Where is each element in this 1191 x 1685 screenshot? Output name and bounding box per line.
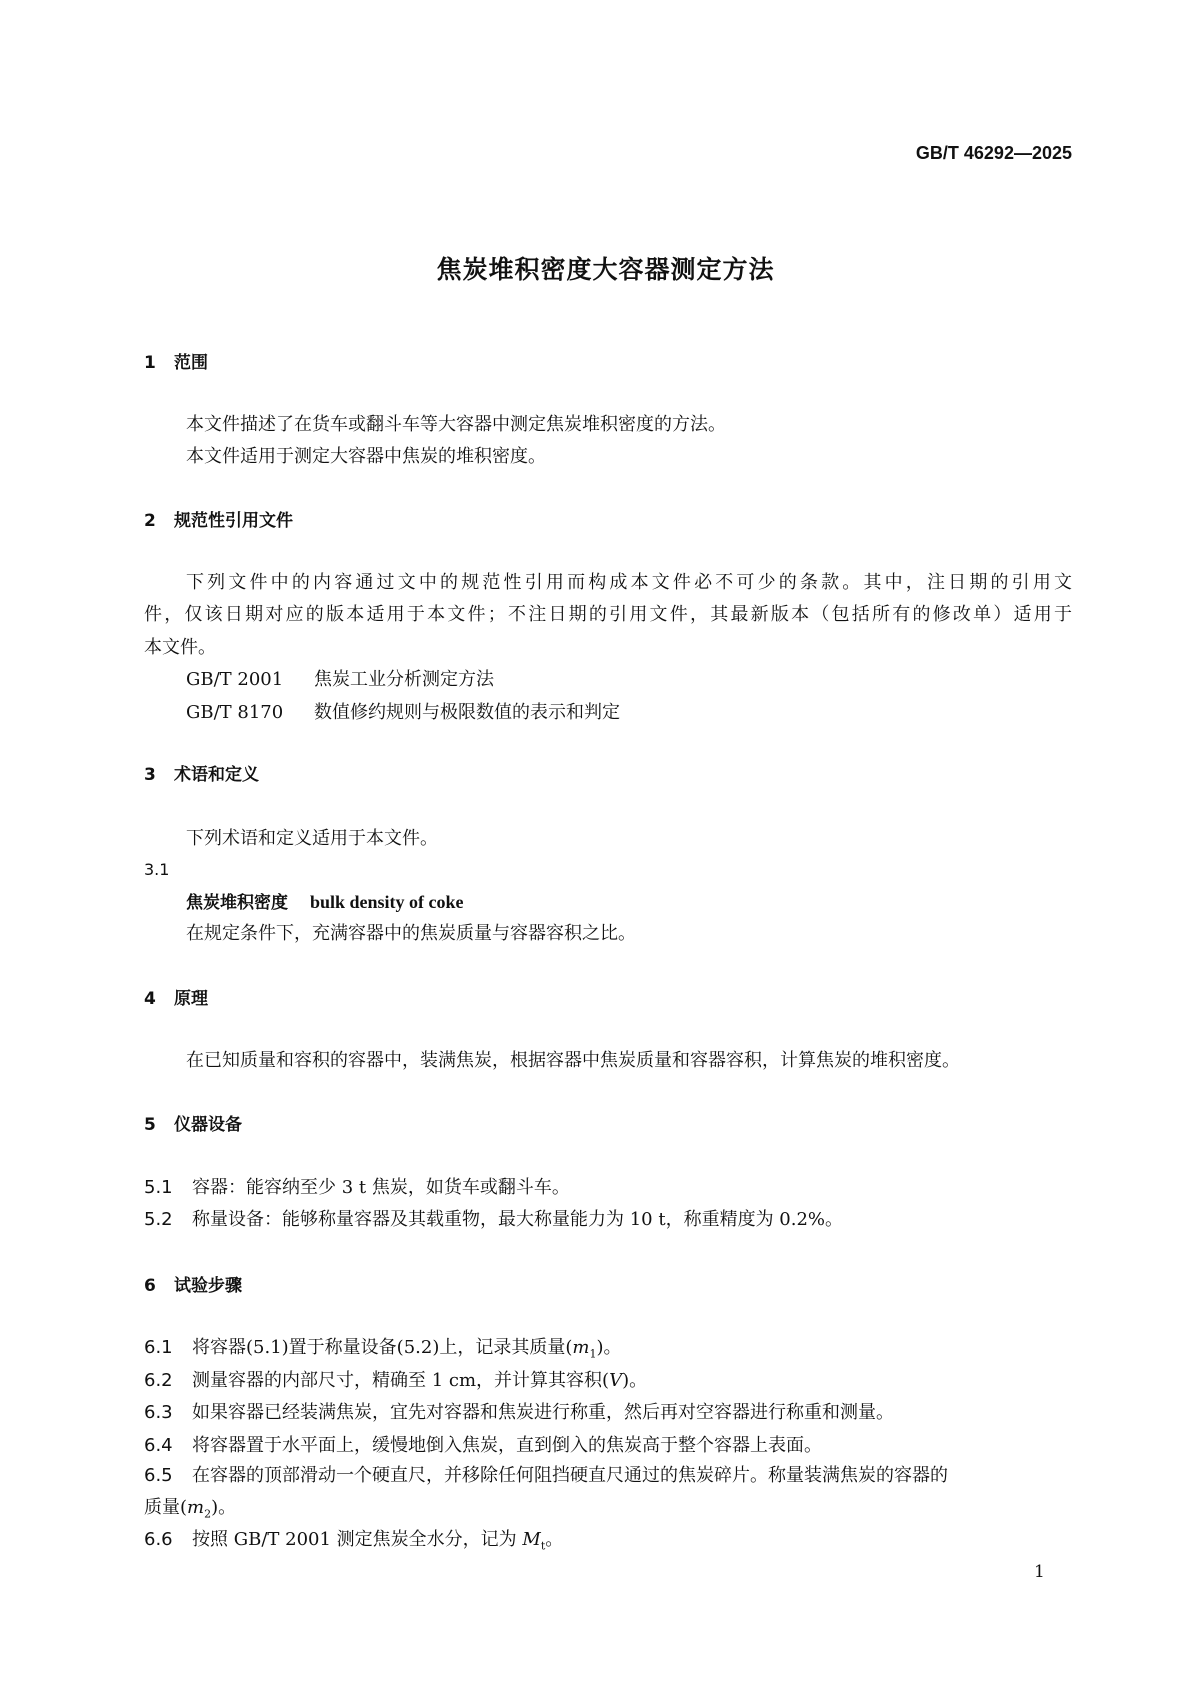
paragraph-line: 本文件。 bbox=[144, 637, 216, 658]
paragraph: 本文件适用于测定大容器中焦炭的堆积密度。 bbox=[186, 446, 546, 467]
document-title: 焦炭堆积密度大容器测定方法 bbox=[436, 255, 775, 284]
clause-item: 5.2 称量设备：能够称量容器及其载重物，最大称量能力为 10 t，称重精度为 0.2%。 bbox=[144, 1209, 844, 1230]
paragraph: 本文件描述了在货车或翻斗车等大容器中测定焦炭堆积密度的方法。 bbox=[186, 414, 726, 435]
section-2-heading: 2 规范性引用文件 bbox=[144, 511, 293, 531]
term-number: 3.1 bbox=[144, 860, 170, 879]
clause-item: 6.1 将容器(5.1)置于称量设备(5.2)上，记录其质量$(m_1)$。 bbox=[144, 1337, 622, 1361]
section-1-heading: 1 范围 bbox=[144, 353, 208, 373]
term-entry: 焦炭堆积密度 bulk density of coke bbox=[186, 892, 464, 913]
paragraph: 在已知质量和容积的容器中，装满焦炭，根据容器中焦炭质量和容器容积，计算焦炭的堆积密度。 bbox=[186, 1050, 960, 1071]
standard-number: GB/T 46292—2025 bbox=[915, 143, 1072, 163]
section-5-heading: 5 仪器设备 bbox=[144, 1115, 242, 1135]
paragraph-line: 下列文件中的内容通过文中的规范性引用而构成本文件必不可少的条款。其中，注日期的引用文 bbox=[186, 572, 1072, 593]
clause-item-continued: 质量$(m_2)$。 bbox=[144, 1497, 237, 1521]
clause-item: 6.4 将容器置于水平面上，缓慢地倒入焦炭，直到倒入的焦炭高于整个容器上表面。 bbox=[144, 1435, 822, 1456]
clause-item: 6.3 如果容器已经装满焦炭，宜先对容器和焦炭进行称重，然后再对空容器进行称重和测量。 bbox=[144, 1402, 894, 1423]
clause-item: 6.5 在容器的顶部滑动一个硬直尺，并移除任何阻挡硬直尺通过的焦炭碎片。称量装满焦炭的容器的 bbox=[144, 1465, 948, 1486]
term-definition: 在规定条件下，充满容器中的焦炭质量与容器容积之比。 bbox=[186, 923, 636, 944]
page-number: 1 bbox=[1034, 1562, 1045, 1582]
clause-item: 6.6 按照 GB/T 2001 测定焦炭全水分，记为 $M_t$。 bbox=[144, 1529, 564, 1553]
reference-item: GB/T 8170 数值修约规则与极限数值的表示和判定 bbox=[186, 702, 620, 723]
paragraph: 下列术语和定义适用于本文件。 bbox=[186, 828, 438, 849]
section-3-heading: 3 术语和定义 bbox=[144, 765, 259, 785]
clause-item: 6.2 测量容器的内部尺寸，精确至 1 cm，并计算其容积(V)。 bbox=[144, 1370, 648, 1391]
paragraph-line: 件，仅该日期对应的版本适用于本文件；不注日期的引用文件，其最新版本（包括所有的修改单）适用于 bbox=[144, 604, 1072, 625]
section-4-heading: 4 原理 bbox=[144, 989, 208, 1009]
section-6-heading: 6 试验步骤 bbox=[144, 1276, 242, 1296]
reference-item: GB/T 2001 焦炭工业分析测定方法 bbox=[186, 669, 494, 690]
clause-item: 5.1 容器：能容纳至少 3 t 焦炭，如货车或翻斗车。 bbox=[144, 1177, 570, 1198]
